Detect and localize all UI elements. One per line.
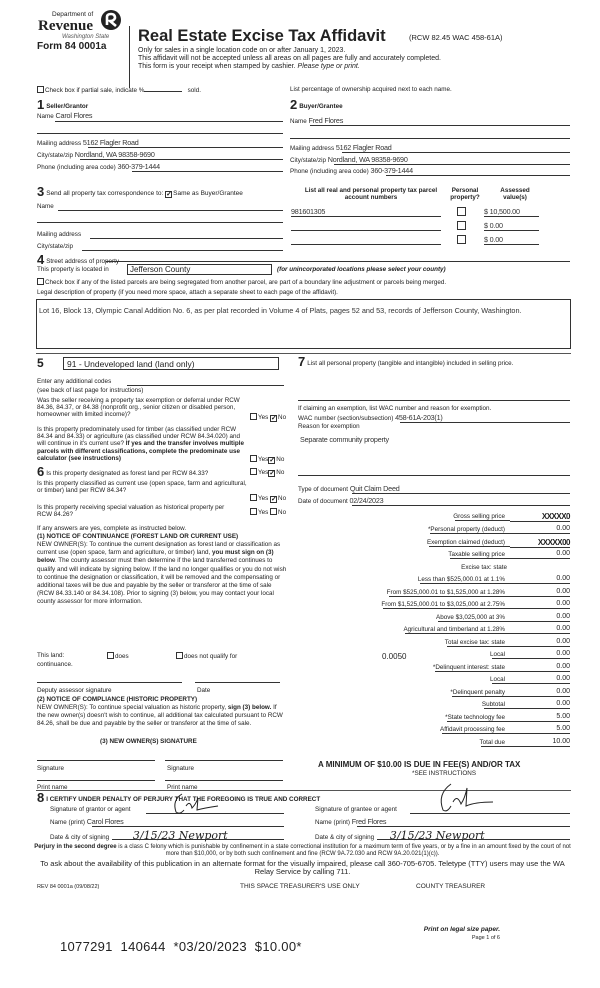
tax-row-label: Less than $525,000.01 at 1.1% — [417, 576, 505, 583]
doc-type-field[interactable]: Type of document Quit Claim Deed — [298, 484, 400, 493]
located-label: This property is located in — [37, 266, 109, 273]
personal-property-checkbox[interactable] — [457, 221, 466, 230]
parcel-header: List all real and personal property tax parcel account numbers — [304, 187, 438, 202]
doc-date-field[interactable]: Date of document 02/24/2023 — [298, 496, 384, 505]
tax-row-label: Total excise tax: state — [444, 639, 505, 646]
grantee-name-field[interactable]: Name (print) Fred Flores — [315, 817, 387, 826]
tax-row-label: Local — [489, 651, 505, 658]
yes-checkbox[interactable] — [250, 494, 257, 501]
does-not-checkbox[interactable] — [176, 652, 183, 659]
correspondence-row: 3 Send all property tax correspondence to: ✓Same as Buyer/Grantee — [37, 184, 243, 199]
sec5-number: 5 — [37, 356, 44, 370]
corr-name-field[interactable]: Name — [37, 203, 54, 210]
buyer-mail-field[interactable]: Mailing address 5162 Flagler Road — [290, 143, 392, 152]
grantor-signature-field[interactable]: Signature of grantor or agent — [50, 806, 131, 813]
personal-property-field[interactable] — [298, 400, 570, 401]
land-use-select[interactable]: 91 - Undeveloped land (land only) — [63, 357, 279, 370]
notice-1-text: NEW OWNER(S): To continue the current designation as forest land or classification as current use (open space, farm and agriculture, or timber) land, you must sign on (3) below. The county assessor must then determine if the land transferred continues to qualify and will indicate by signing below. If the land no longer qualifies or you do not wish to continue the designation or classification, it will be removed and the compensating or additional taxes will be due and payable by the seller or transferor at the time of sale (RCW 84.33.140 or 84.34.108). Prior to signing (3) below, you may contact your local county assessor for more information. — [37, 541, 287, 606]
wac-field[interactable]: WAC number (section/subsection) 458-61A-203(1) — [298, 413, 443, 422]
tax-row-label: Exemption claimed (deduct) — [426, 539, 505, 546]
buyer-heading: 2 Buyer/Grantee — [290, 97, 343, 112]
tax-row-leader — [450, 558, 510, 559]
does-not-option: does not qualify for — [176, 652, 237, 660]
owner-print-name-field[interactable] — [165, 780, 283, 781]
segregated-checkbox[interactable] — [37, 278, 44, 285]
page-number: Page 1 of 6 — [471, 935, 500, 941]
grantor-name-field[interactable]: Name (print) Carol Flores — [50, 817, 124, 826]
personal-property-checkbox[interactable] — [457, 235, 466, 244]
q-exemption-answer: Yes ✓No — [250, 413, 286, 422]
tax-row-value[interactable]: 0.00 — [510, 588, 570, 597]
seller-mail-field[interactable]: Mailing address 5162 Flagler Road — [37, 138, 139, 147]
tax-row-value[interactable]: 0.00 — [510, 638, 570, 647]
personal-property-label: 7 List all personal property (tangible and intangible) included in selling price. — [298, 354, 514, 369]
owner-print-name-field[interactable] — [37, 780, 155, 781]
tax-row-label: Local — [489, 676, 505, 683]
print-name-label: Print name — [37, 784, 68, 791]
alt-format-notice: To ask about the availability of this publication in an alternate format for the visually impaired, please call 360-705-6705. Teletype (TTY) users may use the WA Relay Service by calling 711. — [40, 859, 565, 876]
tax-row-value[interactable]: XXXXX0 — [510, 512, 570, 522]
tax-row-label: *Delinquent interest: state — [432, 664, 505, 671]
no-checkbox[interactable]: ✓ — [269, 457, 276, 464]
yes-checkbox[interactable] — [250, 455, 257, 462]
tax-row-value[interactable]: XXXXX00 — [510, 538, 570, 548]
grantor-signature — [170, 790, 220, 816]
new-owner-sig-title: (3) NEW OWNER(S) SIGNATURE — [100, 738, 197, 745]
tax-row-leader — [429, 546, 510, 547]
header-line-2: This affidavit will not be accepted unless all areas on all pages are fully and accurately completed. — [138, 55, 441, 62]
tax-row-leader — [442, 733, 510, 734]
q-forest: 6 Is this property designated as forest land per RCW 84.33? — [37, 464, 209, 479]
tax-row-leader — [492, 683, 510, 684]
rev-number: REV 84 0001a (09/08/22) — [37, 884, 100, 890]
date-label: Date — [197, 687, 211, 694]
legal-paper-note: Print on legal size paper. — [423, 926, 500, 933]
certify-heading: 8 I CERTIFY UNDER PENALTY OF PERJURY THAT THE FOREGOING IS TRUE AND CORRECT — [37, 790, 321, 805]
tax-row-leader — [405, 633, 510, 634]
tax-row-label: Gross selling price — [453, 513, 505, 520]
county-select[interactable]: Jefferson County — [127, 264, 272, 275]
tax-row-leader — [420, 583, 510, 584]
notice-2-text: NEW OWNER(S): To continue special valuation as historic property, sign (3) below. If the new owner(s) doesn't wish to continue, all additional tax calculated pursuant to RCW 84.26, shall be due and payable by the seller or transferor at the time of sale. — [37, 704, 283, 728]
personal-header: Personal property? — [450, 187, 480, 202]
tax-row-value[interactable]: 0.00 — [510, 700, 570, 709]
tax-row-label: Above $3,025,000 at 3% — [436, 614, 505, 621]
partial-sale-checkbox[interactable] — [37, 86, 44, 93]
revenue-logo-icon — [99, 8, 123, 32]
parcel-number[interactable]: 981601305 — [291, 207, 326, 216]
tax-row-label: *Delinquent penalty — [450, 689, 505, 696]
buyer-phone-field[interactable]: Phone (including area code) 360-379-1444 — [290, 166, 413, 175]
print-name-label: Print name — [167, 784, 198, 791]
segregated-row: Check box if any of the listed parcels are being segregated from another parcel, are part of a boundary line adjustment or parcels being merged. — [37, 278, 446, 286]
tax-row-value[interactable]: 0.00 — [510, 550, 570, 559]
tax-row-leader — [438, 621, 510, 622]
yes-checkbox[interactable] — [250, 508, 257, 515]
tax-row-value[interactable]: 0.00 — [510, 575, 570, 584]
if-yes-note: If any answers are yes, complete as instructed below. — [37, 525, 187, 532]
tax-row-label: Subtotal — [481, 701, 505, 708]
tax-row-leader — [447, 646, 510, 647]
tax-row-leader — [484, 708, 510, 709]
legal-description[interactable]: Lot 16, Block 13, Olympic Canal Addition No. 6, as per plat recorded in Volume 4 of Plats, pages 52 and 53, records of Jefferson County, Washington. — [36, 299, 571, 349]
tax-row-value[interactable]: 0.00 — [510, 650, 570, 659]
form-number: Form 84 0001a — [37, 41, 107, 52]
tax-row-leader — [430, 533, 510, 534]
assessed-value[interactable]: $ 0.00 — [484, 222, 539, 231]
signature-label: Signature — [167, 765, 194, 772]
parcel-number[interactable] — [291, 230, 441, 231]
reason-field[interactable]: Separate community property — [300, 435, 389, 444]
header-line-3: This form is your receipt when stamped by cashier. Please type or print. — [138, 63, 360, 70]
header-divider — [129, 26, 130, 88]
signature-label: Signature — [37, 765, 64, 772]
county-treasurer: COUNTY TREASURER — [416, 883, 486, 890]
tax-row-label: Agricultural and timberland at 1.28% — [403, 626, 505, 633]
tax-row-leader — [481, 746, 510, 747]
logo-revenue: Revenue — [38, 18, 93, 34]
tax-row-label: Affidavit processing fee — [440, 726, 505, 733]
q-current-answer: Yes ✓No — [250, 494, 286, 503]
deputy-signature-field[interactable] — [37, 682, 182, 683]
county-note: (for unincorporated locations please select your county) — [277, 266, 446, 273]
tax-row-value[interactable]: 5.00 — [510, 725, 570, 734]
owner-signature-field[interactable] — [37, 760, 155, 761]
q-timber: Is this property predominately used for timber (as classified under RCW 84.34 and 84.33) or agriculture (as classified under RCW 84.34.020) and will continue in it's current use? If yes and the transfer involves multiple parcels with different classifications, complete the predominate use calculator (see instructions) — [37, 426, 244, 462]
tax-row-value[interactable]: 0.00 — [510, 675, 570, 684]
tax-row-leader — [389, 596, 510, 597]
logo-dept-of: Department of — [52, 11, 94, 18]
tax-row-label: From $525,000.01 to $1,525,000 at 1.28% — [386, 589, 505, 596]
tax-row-leader — [435, 671, 510, 672]
partial-percent-field[interactable] — [144, 91, 182, 92]
tax-row-value[interactable]: 0.00 — [510, 613, 570, 622]
this-land-label: This land: — [37, 652, 65, 659]
does-option: does — [107, 652, 129, 660]
q-exemption: Was the seller receiving a property tax exemption or deferral under RCW 84.36, 84.37, or 84.38 (nonprofit org., senior citizen or disabled person, homeowner with limited income)? — [37, 397, 240, 419]
owner-signature-field[interactable] — [165, 760, 283, 761]
seller-city-field[interactable]: City/state/zip Nordland, WA 98358-9690 — [37, 150, 155, 159]
seller-phone-field[interactable]: Phone (including area code) 360-379-1444 — [37, 162, 160, 171]
tax-row-leader — [447, 721, 510, 722]
tax-row-label: Total due — [479, 739, 505, 746]
tax-row-label: *Personal property (deduct) — [427, 526, 505, 533]
minimum-due-note: A MINIMUM OF $10.00 IS DUE IN FEE(S) AND/OR TAX — [318, 760, 521, 769]
q-current-use: Is this property classified as current use (open space, farm and agricultural, or timber) land per RCW 84.34? — [37, 480, 247, 495]
no-checkbox[interactable] — [270, 508, 277, 515]
title-statute: (RCW 82.45 WAC 458-61A) — [409, 33, 503, 42]
tax-row-value[interactable]: 0.00 — [510, 600, 570, 609]
header-line-1: Only for sales in a single location code on or after January 1, 2023. — [138, 47, 346, 54]
ownership-note: List percentage of ownership acquired next to each name. — [290, 86, 452, 93]
no-checkbox[interactable]: ✓ — [269, 470, 276, 477]
q-historical: Is this property receiving special valuation as historical property per RCW 84.26? — [37, 504, 225, 519]
q-historical-answer: Yes No — [250, 508, 286, 516]
grantee-signature — [435, 780, 495, 814]
tax-row-leader — [455, 520, 510, 521]
grantee-signature-field[interactable]: Signature of grantee or agent — [315, 806, 397, 813]
grantee-date-field[interactable]: Date & city of signing 3/15/23 Newport — [315, 829, 485, 842]
logo-state: Washington State — [62, 34, 110, 40]
notice-1-title: (1) NOTICE OF CONTINUANCE (FOREST LAND OR CURRENT USE) — [37, 533, 239, 540]
assessed-value[interactable]: $ 10,500.00 — [484, 208, 539, 217]
yes-checkbox[interactable] — [250, 468, 257, 475]
additional-codes-field[interactable]: Enter any additional codes — [37, 378, 112, 385]
assessed-header: Assessed value(s) — [500, 187, 530, 202]
same-as-buyer-checkbox[interactable]: ✓ — [166, 191, 172, 198]
notice-2-title: (2) NOTICE OF COMPLIANCE (HISTORIC PROPERTY) — [37, 696, 198, 703]
local-rate: 0.0050 — [382, 652, 407, 661]
tax-row-leader — [383, 608, 510, 609]
seller-name-field[interactable]: Name Carol Flores — [37, 111, 93, 120]
codes-note: (see back of last page for instructions) — [37, 387, 144, 394]
personal-property-checkbox[interactable] — [457, 207, 466, 216]
seller-heading: 1 Seller/Grantor — [37, 97, 89, 112]
corr-city-field[interactable]: City/state/zip — [37, 243, 74, 250]
tax-row-label: Excise tax: state — [461, 564, 507, 571]
partial-sale-row: Check box if partial sale, indicate % sold. — [37, 86, 201, 94]
buyer-city-field[interactable]: City/state/zip Nordland, WA 98358-9690 — [290, 155, 408, 164]
q-timber-answer: Yes✓No — [250, 455, 284, 464]
tax-row-value[interactable]: 0.00 — [510, 525, 570, 534]
q-forest-answer: Yes✓No — [250, 468, 284, 477]
deputy-label: Deputy assessor signature — [37, 687, 112, 694]
tax-row-value[interactable]: 5.00 — [510, 713, 570, 722]
no-checkbox[interactable]: ✓ — [271, 415, 277, 422]
tax-row-label: Taxable selling price — [448, 551, 505, 558]
page-title: Real Estate Excise Tax Affidavit — [138, 27, 386, 45]
grantor-date-field[interactable]: Date & city of signing 3/15/23 Newport — [50, 829, 228, 842]
does-checkbox[interactable] — [107, 652, 114, 659]
no-checkbox[interactable]: ✓ — [271, 496, 277, 503]
yes-checkbox[interactable] — [250, 413, 257, 420]
legal-label: Legal description of property (if you need more space, attach a separate sheet to each page of the affidavit). — [37, 289, 338, 296]
corr-mail-field[interactable]: Mailing address — [37, 231, 82, 238]
assessed-value[interactable]: $ 0.00 — [484, 236, 539, 245]
see-instructions: *SEE INSTRUCTIONS — [412, 770, 477, 777]
treasurer-stamp: 1077291 140644 *03/20/2023 $10.00* — [60, 939, 302, 954]
tax-row-label: *State technology fee — [445, 714, 505, 721]
deputy-date-field[interactable] — [195, 682, 280, 683]
tax-row-value[interactable]: 0.00 — [510, 625, 570, 634]
tax-row-value[interactable]: 10.00 — [510, 738, 570, 747]
tax-row-label: From $1,525,000.01 to $3,025,000 at 2.75% — [381, 601, 505, 608]
exemption-note: If claiming an exemption, list WAC number and reason for exemption. — [298, 405, 492, 412]
tax-row-value[interactable]: 0.00 — [510, 663, 570, 672]
tax-row-value[interactable]: 0.00 — [510, 688, 570, 697]
street-address-field[interactable]: 4 Street address of property — [37, 252, 120, 267]
tax-row-leader — [452, 696, 510, 697]
continuance-label: continuance. — [37, 661, 73, 668]
buyer-name-field[interactable]: Name Fred Flores — [290, 116, 344, 125]
treasurer-use: THIS SPACE TREASURER'S USE ONLY — [240, 883, 360, 890]
tax-row-leader — [492, 658, 510, 659]
parcel-number[interactable] — [291, 244, 441, 245]
reason-label: Reason for exemption — [298, 423, 360, 430]
perjury-notice: Perjury in the second degree is a class C felony which is punishable by confinement in a state correctional institution for a maximum term of five years, or by a fine in an amount fixed by the court of not more than $10,000, or by both such confinement and fine (RCW 9A.72.030 and RCW 9A.20.021(1)(c)). — [34, 844, 571, 857]
